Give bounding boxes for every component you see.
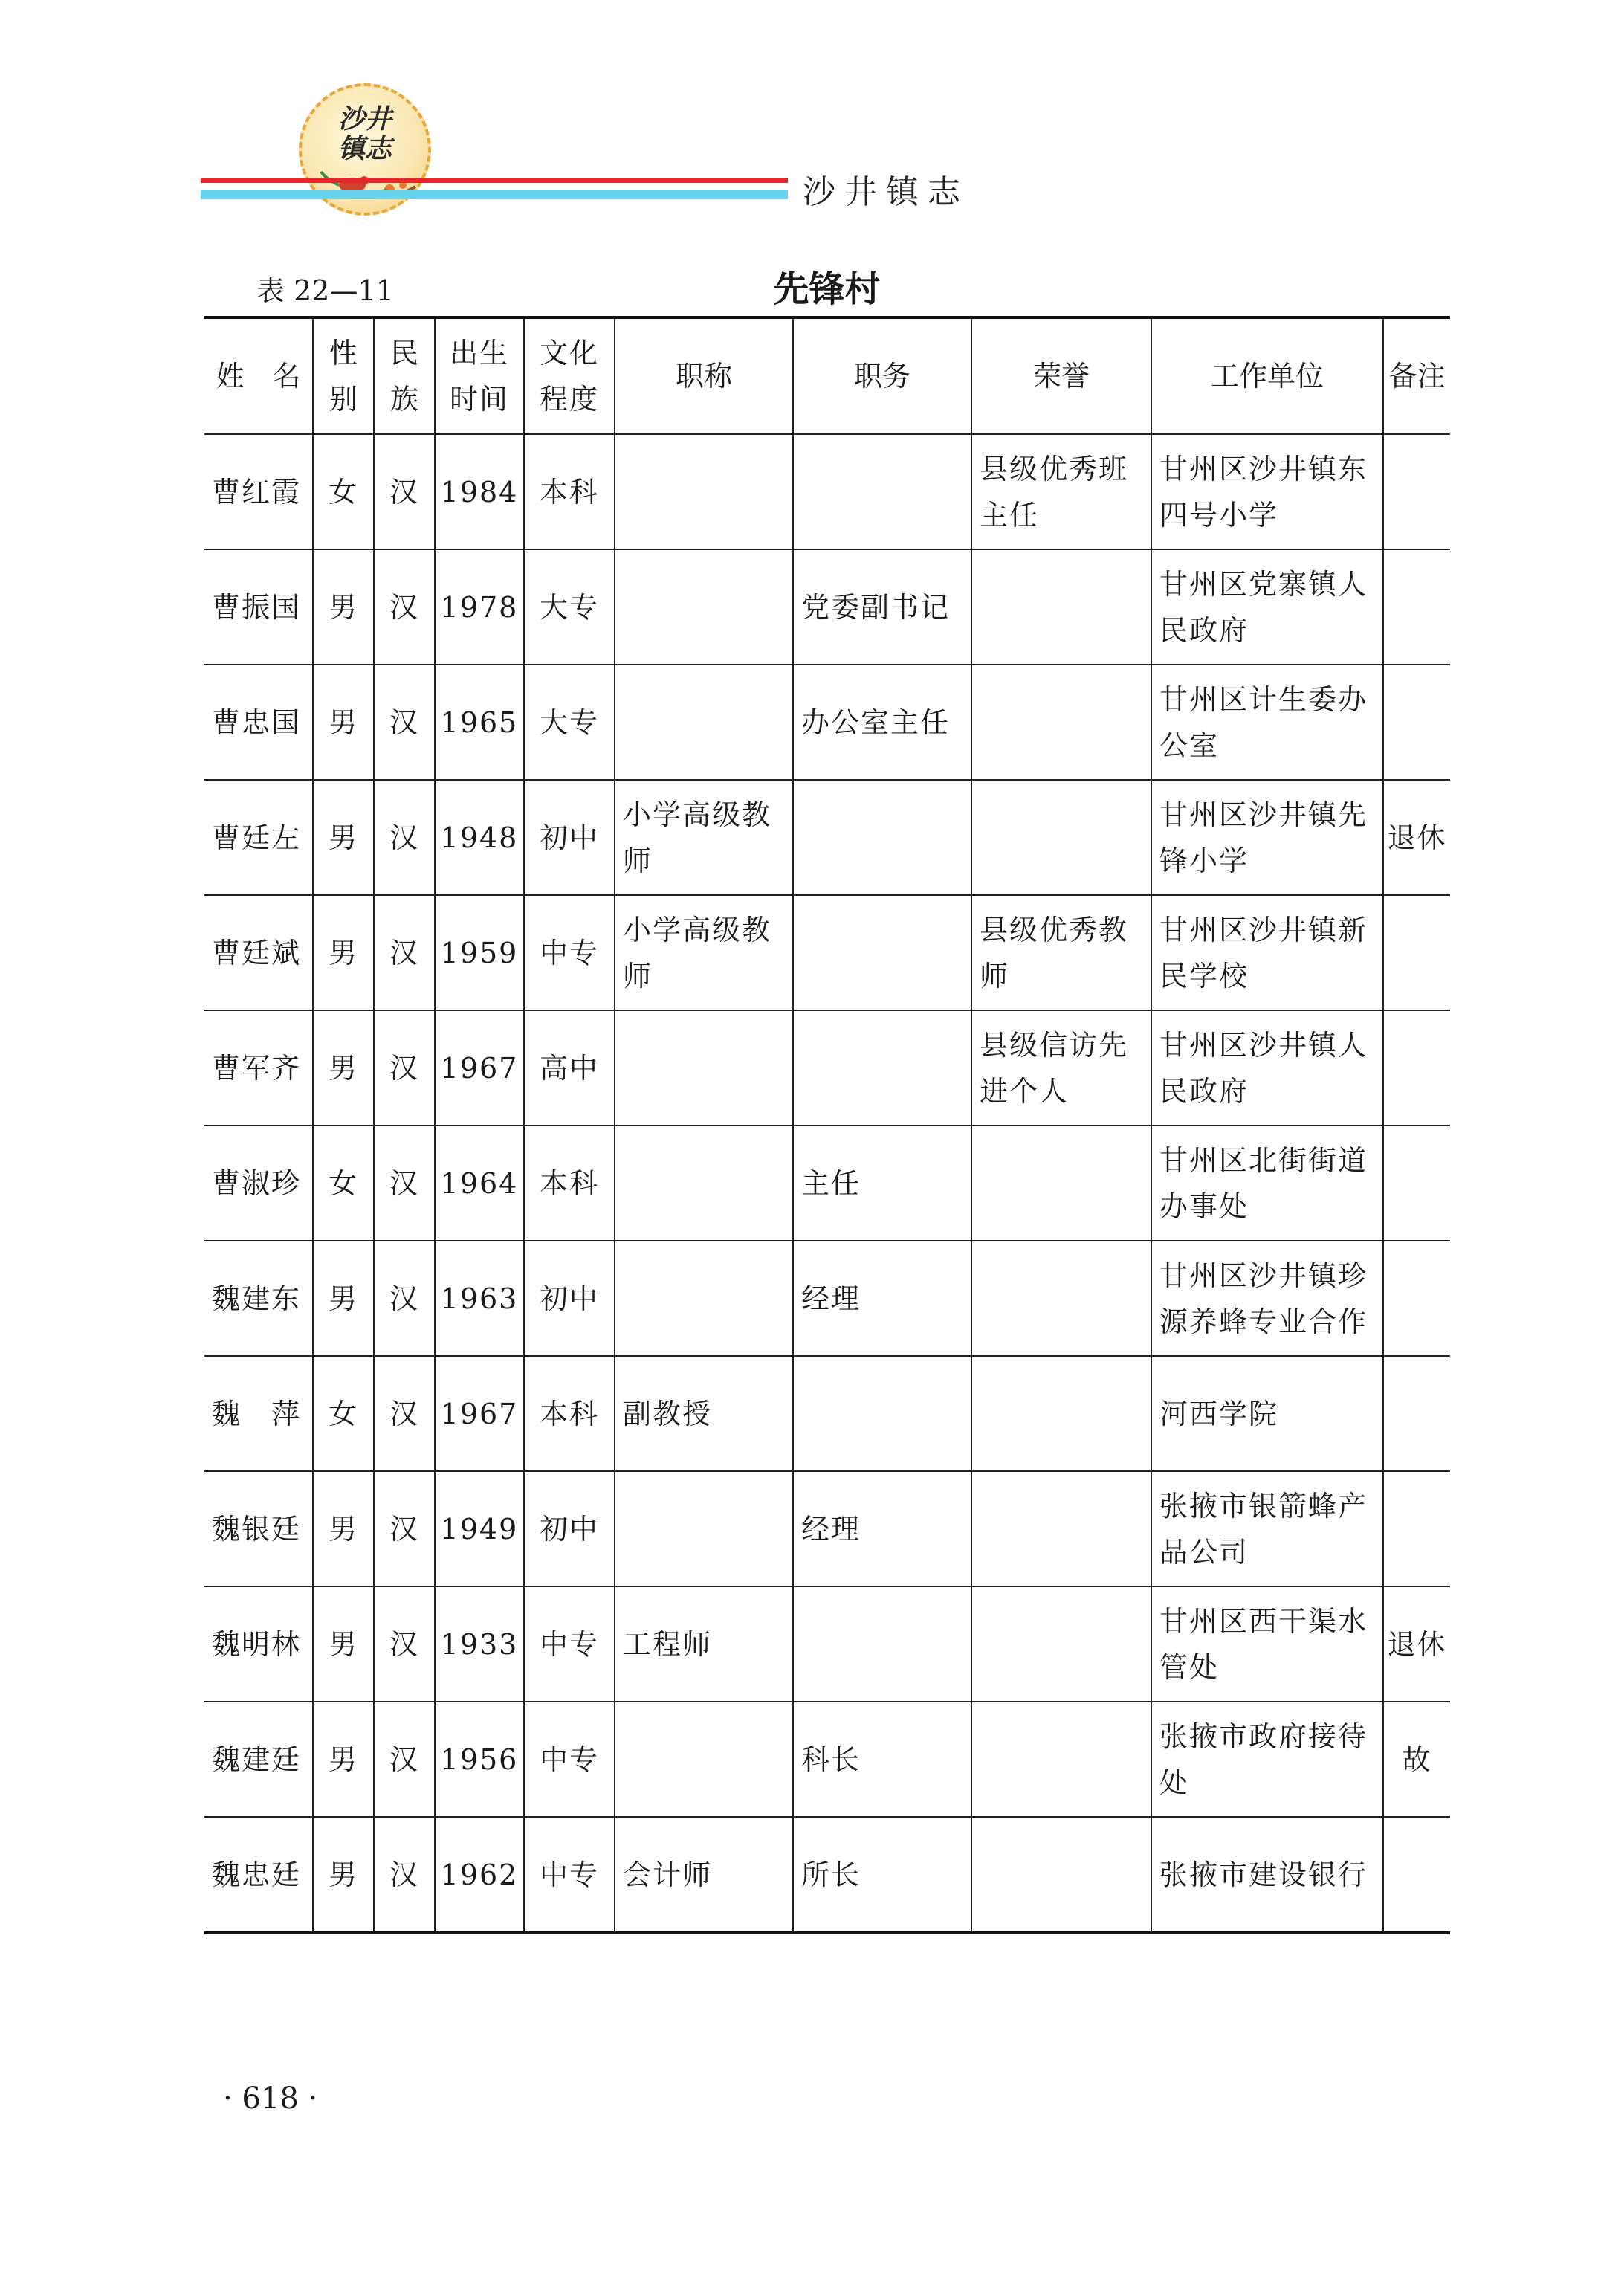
cell-birth: 1959 — [435, 895, 524, 1010]
cell-employer: 甘州区党寨镇人民政府 — [1151, 549, 1383, 665]
cell-employer: 甘州区沙井镇人民政府 — [1151, 1010, 1383, 1126]
cell-remark — [1383, 1241, 1450, 1356]
cell-title — [615, 665, 793, 780]
cell-remark — [1383, 1010, 1450, 1126]
cell-honor — [971, 1702, 1151, 1817]
cell-remark: 故 — [1383, 1702, 1450, 1817]
column-header: 荣誉 — [971, 317, 1151, 434]
cell-gender: 男 — [313, 549, 374, 665]
cell-birth: 1967 — [435, 1356, 524, 1471]
column-header: 备注 — [1383, 317, 1450, 434]
table-row — [204, 665, 1450, 780]
logo-text-line2: 镇志 — [337, 133, 392, 164]
cell-gender: 男 — [313, 1702, 374, 1817]
cell-gender: 男 — [313, 1586, 374, 1702]
cell-name: 魏明林 — [204, 1586, 313, 1702]
cell-birth: 1956 — [435, 1702, 524, 1817]
table-row — [204, 895, 1450, 1010]
logo-text-line1: 沙井 — [337, 103, 392, 135]
cell-education: 本科 — [524, 1356, 615, 1471]
cell-remark — [1383, 665, 1450, 780]
cell-position — [793, 1586, 971, 1702]
cell-gender: 男 — [313, 1010, 374, 1126]
logo-text — [302, 104, 428, 164]
cell-position: 科长 — [793, 1702, 971, 1817]
cell-position — [793, 780, 971, 895]
cell-education: 本科 — [524, 434, 615, 549]
cell-honor — [971, 1241, 1151, 1356]
cell-birth: 1933 — [435, 1586, 524, 1702]
cell-title — [615, 434, 793, 549]
cell-birth: 1949 — [435, 1471, 524, 1586]
cell-employer: 河西学院 — [1151, 1356, 1383, 1471]
cell-ethnicity: 汉 — [374, 1356, 435, 1471]
cell-honor: 县级优秀教师 — [971, 895, 1151, 1010]
header-rule-red — [201, 178, 788, 183]
cell-honor — [971, 780, 1151, 895]
cell-birth: 1967 — [435, 1010, 524, 1126]
cell-remark — [1383, 1126, 1450, 1241]
table-row — [204, 434, 1450, 549]
cell-birth: 1963 — [435, 1241, 524, 1356]
header-rule-cyan — [201, 190, 788, 199]
cell-ethnicity: 汉 — [374, 1471, 435, 1586]
table-row — [204, 1010, 1450, 1126]
cell-gender: 男 — [313, 1241, 374, 1356]
table-row — [204, 1126, 1450, 1241]
cell-name: 魏 萍 — [204, 1356, 313, 1471]
cell-name: 曹军齐 — [204, 1010, 313, 1126]
cell-name: 曹淑珍 — [204, 1126, 313, 1241]
bird-on-branch-icon — [315, 157, 419, 209]
table-header-row — [204, 317, 1450, 434]
cell-employer: 张掖市政府接待处 — [1151, 1702, 1383, 1817]
cell-name: 魏忠廷 — [204, 1817, 313, 1933]
cell-education: 高中 — [524, 1010, 615, 1126]
cell-name: 曹红霞 — [204, 434, 313, 549]
cell-honor: 县级信访先进个人 — [971, 1010, 1151, 1126]
cell-employer: 甘州区沙井镇珍源养蜂专业合作 — [1151, 1241, 1383, 1356]
cell-ethnicity: 汉 — [374, 1010, 435, 1126]
cell-education: 大专 — [524, 549, 615, 665]
cell-ethnicity: 汉 — [374, 1241, 435, 1356]
cell-ethnicity: 汉 — [374, 1126, 435, 1241]
cell-education: 中专 — [524, 1702, 615, 1817]
cell-birth: 1984 — [435, 434, 524, 549]
cell-gender: 女 — [313, 1126, 374, 1241]
cell-education: 大专 — [524, 665, 615, 780]
cell-birth: 1948 — [435, 780, 524, 895]
table-row — [204, 1817, 1450, 1933]
cell-title — [615, 1126, 793, 1241]
cell-name: 曹忠国 — [204, 665, 313, 780]
cell-birth: 1978 — [435, 549, 524, 665]
cell-position — [793, 1356, 971, 1471]
cell-remark — [1383, 895, 1450, 1010]
cell-position — [793, 1010, 971, 1126]
cell-honor — [971, 1586, 1151, 1702]
cell-title — [615, 1010, 793, 1126]
cell-employer: 甘州区沙井镇新民学校 — [1151, 895, 1383, 1010]
column-header: 民族 — [374, 317, 435, 434]
cell-name: 曹廷斌 — [204, 895, 313, 1010]
cell-remark: 退休 — [1383, 780, 1450, 895]
cell-education: 初中 — [524, 780, 615, 895]
cell-honor — [971, 1817, 1151, 1933]
cell-birth: 1964 — [435, 1126, 524, 1241]
cell-ethnicity: 汉 — [374, 780, 435, 895]
cell-gender: 男 — [313, 895, 374, 1010]
cell-remark — [1383, 1471, 1450, 1586]
cell-name: 魏银廷 — [204, 1471, 313, 1586]
table-row — [204, 1702, 1450, 1817]
cell-honor — [971, 1471, 1151, 1586]
column-header: 职务 — [793, 317, 971, 434]
cell-title: 小学高级教师 — [615, 895, 793, 1010]
cell-education: 中专 — [524, 895, 615, 1010]
cell-remark — [1383, 434, 1450, 549]
cell-name: 曹廷左 — [204, 780, 313, 895]
cell-position — [793, 434, 971, 549]
cell-position: 所长 — [793, 1817, 971, 1933]
cell-education: 中专 — [524, 1817, 615, 1933]
cell-remark — [1383, 1817, 1450, 1933]
cell-position: 经理 — [793, 1241, 971, 1356]
cell-birth: 1965 — [435, 665, 524, 780]
roster-table — [204, 316, 1450, 1934]
cell-honor — [971, 665, 1151, 780]
cell-position: 党委副书记 — [793, 549, 971, 665]
cell-employer: 张掖市银箭蜂产品公司 — [1151, 1471, 1383, 1586]
cell-employer: 甘州区北街街道办事处 — [1151, 1126, 1383, 1241]
cell-employer: 甘州区沙井镇东四号小学 — [1151, 434, 1383, 549]
cell-employer: 张掖市建设银行 — [1151, 1817, 1383, 1933]
cell-gender: 男 — [313, 1817, 374, 1933]
cell-ethnicity: 汉 — [374, 895, 435, 1010]
cell-education: 初中 — [524, 1471, 615, 1586]
cell-name: 魏建廷 — [204, 1702, 313, 1817]
cell-title: 副教授 — [615, 1356, 793, 1471]
cell-name: 曹振国 — [204, 549, 313, 665]
cell-ethnicity: 汉 — [374, 549, 435, 665]
cell-title — [615, 1471, 793, 1586]
cell-remark — [1383, 549, 1450, 665]
column-header: 姓 名 — [204, 317, 313, 434]
cell-education: 初中 — [524, 1241, 615, 1356]
cell-ethnicity: 汉 — [374, 1817, 435, 1933]
cell-honor — [971, 1356, 1151, 1471]
cell-honor — [971, 549, 1151, 665]
table-number: 表 22—11 — [256, 274, 394, 307]
cell-education: 中专 — [524, 1586, 615, 1702]
cell-title: 会计师 — [615, 1817, 793, 1933]
table-title: 先锋村 — [773, 268, 881, 310]
cell-title — [615, 1702, 793, 1817]
cell-employer: 甘州区西干渠水管处 — [1151, 1586, 1383, 1702]
cell-employer: 甘州区计生委办公室 — [1151, 665, 1383, 780]
table-row — [204, 1241, 1450, 1356]
cell-gender: 男 — [313, 1471, 374, 1586]
cell-gender: 男 — [313, 665, 374, 780]
cell-title — [615, 1241, 793, 1356]
cell-honor: 县级优秀班主任 — [971, 434, 1151, 549]
cell-gender: 女 — [313, 1356, 374, 1471]
cell-remark: 退休 — [1383, 1586, 1450, 1702]
cell-position: 经理 — [793, 1471, 971, 1586]
cell-remark — [1383, 1356, 1450, 1471]
table-row — [204, 1586, 1450, 1702]
column-header: 文化程度 — [524, 317, 615, 434]
column-header: 职称 — [615, 317, 793, 434]
cell-ethnicity: 汉 — [374, 434, 435, 549]
table-row — [204, 1356, 1450, 1471]
cell-ethnicity: 汉 — [374, 1702, 435, 1817]
page-number: · 618 · — [223, 2082, 318, 2116]
column-header: 出生时间 — [435, 317, 524, 434]
cell-position — [793, 895, 971, 1010]
book-title: 沙井镇志 — [803, 173, 969, 211]
cell-ethnicity: 汉 — [374, 1586, 435, 1702]
cell-title: 工程师 — [615, 1586, 793, 1702]
cell-gender: 女 — [313, 434, 374, 549]
cell-birth: 1962 — [435, 1817, 524, 1933]
cell-employer: 甘州区沙井镇先锋小学 — [1151, 780, 1383, 895]
cell-position: 主任 — [793, 1126, 971, 1241]
cell-education: 本科 — [524, 1126, 615, 1241]
table-row — [204, 549, 1450, 665]
table-row — [204, 780, 1450, 895]
cell-name: 魏建东 — [204, 1241, 313, 1356]
cell-title: 小学高级教师 — [615, 780, 793, 895]
cell-position: 办公室主任 — [793, 665, 971, 780]
column-header: 工作单位 — [1151, 317, 1383, 434]
cell-gender: 男 — [313, 780, 374, 895]
column-header: 性别 — [313, 317, 374, 434]
table-row — [204, 1471, 1450, 1586]
cell-ethnicity: 汉 — [374, 665, 435, 780]
cell-honor — [971, 1126, 1151, 1241]
cell-title — [615, 549, 793, 665]
